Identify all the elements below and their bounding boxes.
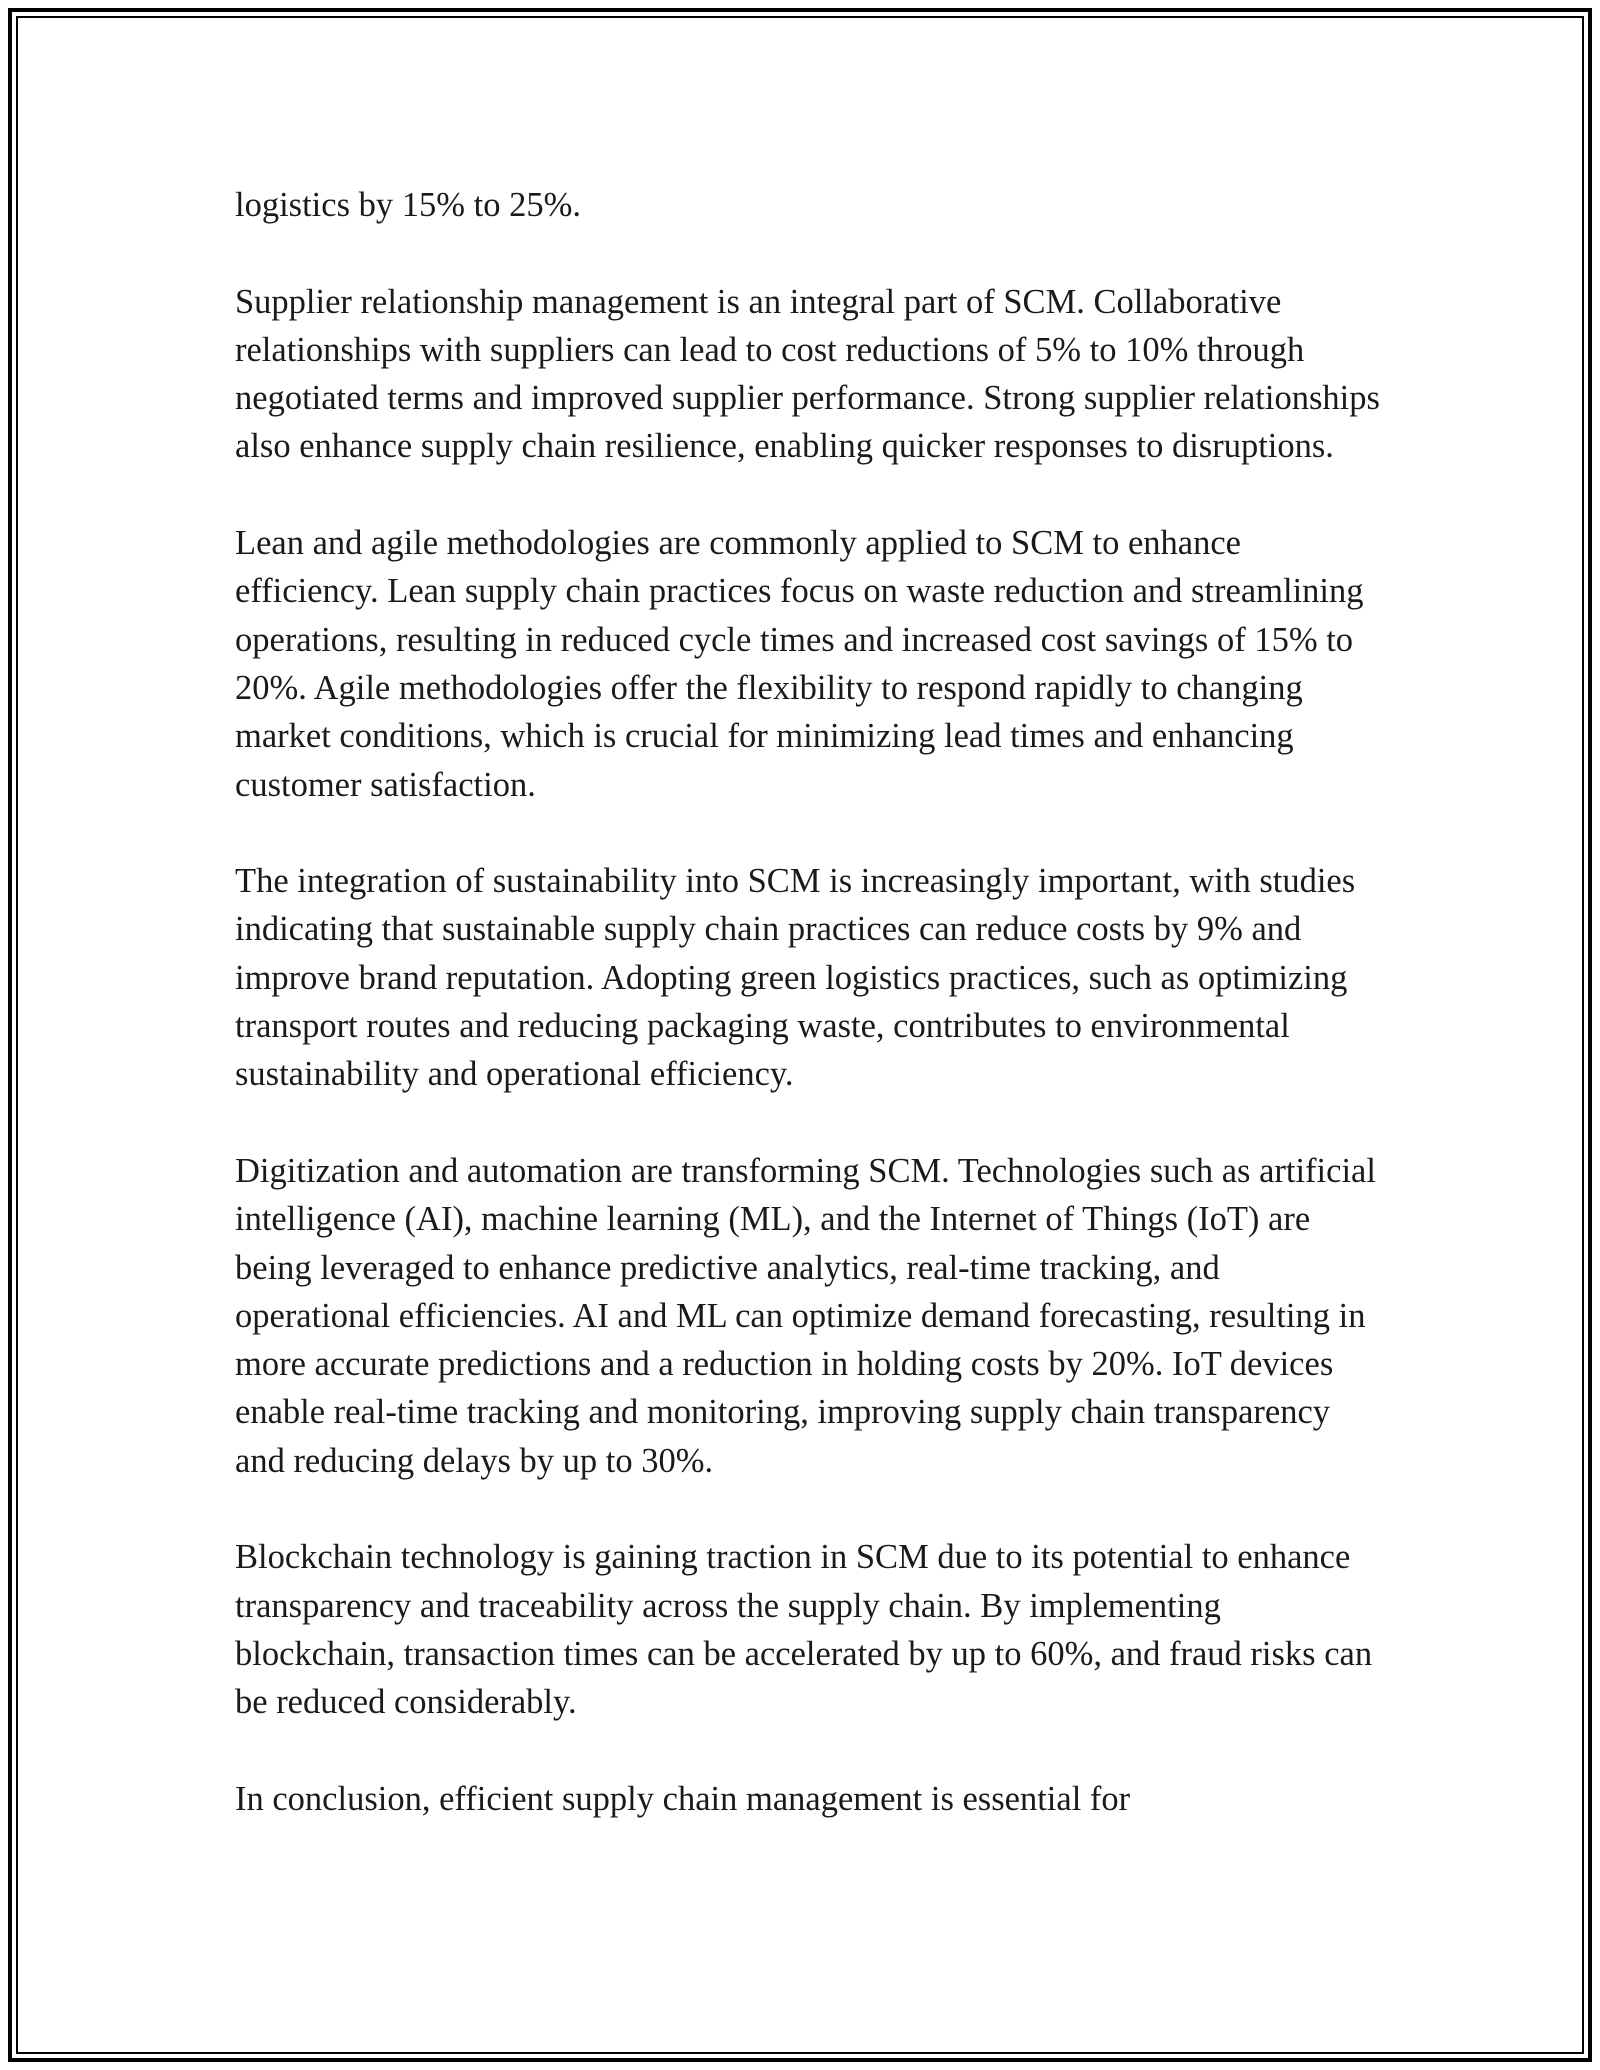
paragraph-sustainability: The integration of sustainability into SCM is increasingly important, with studies indicating that sustainable supply chain practices can reduce costs by 9% and improve brand reputation. Adopting green logistics practices, such as optimizing transport routes and reducing packaging waste, contributes to environmental sustainability and operational efficiency. (235, 862, 1356, 1094)
paragraph-logistics-tail: logistics by 15% to 25%. (235, 186, 581, 224)
paragraph-lean-agile: Lean and agile methodologies are commonly applied to SCM to enhance efficiency. Lean supply chain practices focus on waste reduction and streamlining operations, resulting in reduced cycle times and increased cost savings of 15% to 20%. Agile methodologies offer the flexibility to respond rapidly to changing market conditions, which is crucial for minimizing lead times and enhancing customer satisfaction. (235, 524, 1364, 804)
paragraph-conclusion: In conclusion, efficient supply chain management is essential for (235, 1779, 1131, 1818)
paragraph-supplier-relationships: Supplier relationship management is an integral part of SCM. Collaborative relationships with suppliers can lead to cost reductions of 5% to 10% through negotiated terms and improved supplier performance. Strong supplier relationships also enhance supply chain resilience, enabling quicker responses to disruptions. (235, 282, 1380, 466)
paragraph-blockchain: Blockchain technology is gaining traction in SCM due to its potential to enhance transparency and traceability across the supply chain. By implementing blockchain, transaction times can be accelerated by up to 60%, and fraud risks can be reduced considerably. (235, 1538, 1373, 1722)
paragraph-digitization: Digitization and automation are transforming SCM. Technologies such as artificial intelligence (AI), machine learning (ML), and the Internet of Things (IoT) are being leveraged to enhance predictive analytics, real-time tracking, and operational efficiencies. AI and ML can optimize demand forecasting, resulting in more accurate predictions and a reduction in holding costs by 20%. IoT devices enable real-time tracking and monitoring, improving supply chain transparency and reducing delays by up to 30%. (235, 1151, 1376, 1480)
document-body (235, 181, 1380, 1823)
